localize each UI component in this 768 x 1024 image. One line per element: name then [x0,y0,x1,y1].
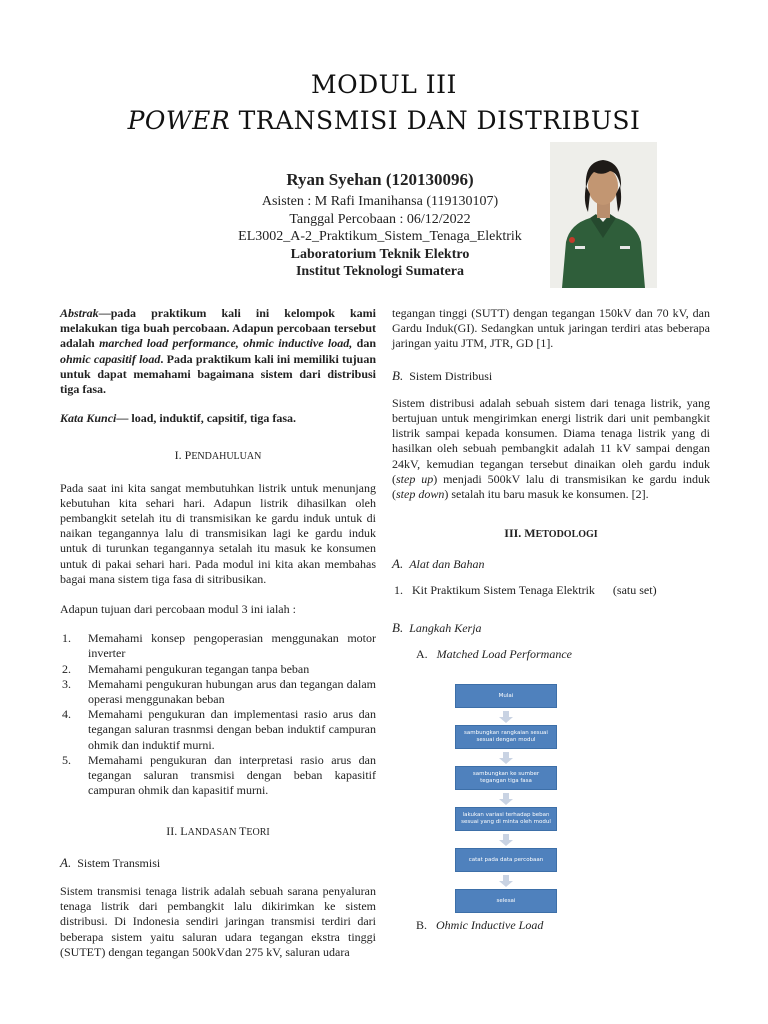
subsection-letter: B. [392,367,404,383]
list-item [60,707,376,753]
subsection-langkah-kerja [392,620,710,636]
subsection-letter: A. [392,556,404,572]
step-a-title [392,647,710,662]
list-text: Memahami pengukuran dan implementasi rasio arus dan tegangan saluran trasnmsi dengan beban induktif campuran ohmik dan induktif murni. [88,707,376,752]
step-letter: B. [416,918,428,932]
list-number: 1. [394,582,403,597]
abstract-emphasis: ohmic capasitif load [60,351,161,366]
person-photo-icon [550,142,657,288]
list-text: Memahami pengukuran dan interpretasi rasio arus dan tegangan saluran transmisi dengan beban kapasitif campuran ohmik dan kapasitif murni. [88,752,376,798]
list-text: Memahami pengukuran hubungan arus dan tegangan dalam operasi menggunakan beban [88,676,376,707]
paragraph-text: ) setalah itu baru masuk ke konsumen. [2]. [444,487,649,502]
step-letter: A. [416,647,428,662]
subsection-sistem-transmisi [60,855,376,871]
course-line: EL3002_A-2_Praktikum_Sistem_Tenaga_Elektrik [238,229,522,244]
paper-title-line2 [0,106,768,135]
subsection-alat-bahan [392,556,710,572]
list-text: Memahami pengukuran tegangan tanpa beban [88,661,310,676]
flow-step-vary: lakukan variasi terhadap beban sesuai yang di minta oleh modul [455,807,557,831]
section-title-landasan-teori: II. LANDASAN TEORI [166,824,270,839]
section-title-pendahuluan: I. PENDAHULUAN [174,448,262,463]
equipment-item [392,583,710,598]
flow-step-source: sambungkan ke sumber tegangan tiga fasa [455,766,557,790]
author-name: Ryan Syehan (120130096) [286,170,474,189]
equipment-name: Kit Praktikum Sistem Tenaga Elektrik [412,582,595,597]
list-text: Memahami konsep pengoperasian menggunakan motor inverter [88,631,376,661]
author-block [200,170,560,281]
list-item [60,631,376,661]
institute-line: Institut Teknologi Sumatera [295,264,465,279]
assistant-line: Asisten : M Rafi Imanihansa (119130107) [261,194,499,209]
abstract-emphasis: marched load performance, ohmic inductive load, [99,336,353,351]
subsection-title: Sistem Distribusi [409,368,493,383]
section-title-metodologi: III. METODOLOGI [504,526,598,541]
intro-paragraph: Pada saat ini kita sangat membutuhkan listrik untuk menunjang kebutuhan kita sehari hari. Adapun listrik dihasilkan oleh pembangkit setelah itu di transmisikan ke gardu induk untuk di naikan tegangannya lalu di transmisikan lagi ke gardu induk untuk di turunkan tegangannya setalah itu masuk ke konsumen untuk di pakai sehari hari. Pada modul ini kita akan membahas bagai mana sistem tiga fasa di sitribusikan. [60,480,376,586]
paragraph-text: ) menjadi 500kV lalu di transmisikan ke gardu induk ( [392,471,710,502]
list-item [60,753,376,799]
abstract [60,306,376,397]
goals-intro: Adapun tujuan dari percobaan modul 3 ini ialah : [60,602,296,617]
step-b-title [416,918,543,933]
subsection-letter: A. [60,854,72,870]
paragraph-text: Sistem distribusi adalah sebuah sistem dari tenaga listrik, yang bertujuan untuk mengirimkan energi listrik dari unit pembangkit listrik sampai kepada konsumen. Diama tenaga listrik yang di hasilkan oleh sebuah pembangkit adalah 11 kV sampai dengan 24kV, kemudian tegangan tersebut dinaikan oleh gardu induk ( [392,395,710,486]
down-arrow-icon [499,834,513,846]
left-column [60,306,376,960]
goals-list [60,631,376,798]
title-rest: TRANSMISI DAN DISTRIBUSI [230,106,641,135]
list-number: 3. [62,676,71,691]
right-column [392,306,710,662]
flow-step-connect: sambungkan rangkaian sesuai sesuai dengan modul [455,725,557,749]
distribution-paragraph [392,396,710,502]
paragraph-emphasis: step down [396,487,445,502]
subsection-title: Sistem Transmisi [77,855,161,870]
down-arrow-icon [499,752,513,764]
flow-step-start: Mulai [455,684,557,708]
list-number: 1. [62,631,71,646]
down-arrow-icon [499,875,513,887]
date-line: Tanggal Percobaan : 06/12/2022 [289,211,471,227]
subsection-title: Langkah Kerja [409,620,482,635]
equipment-qty: (satu set) [612,582,657,597]
paper-title-line1: MODUL III [311,70,457,99]
transmission-paragraph-cont: tegangan tinggi (SUTT) dengan tegangan 150kV dan 70 kV, dan Gardu Induk(GI). Sedangkan untuk jaringan terdiri atas beberapa jaringan yaitu JTM, JTR, GD [1]. [392,306,710,351]
lab-line: Laboratorium Teknik Elektro [290,246,470,262]
title-italic-word: POWER [127,106,231,135]
transmission-paragraph: Sistem transmisi tenaga listrik adalah sebuah sarana penyaluran tenaga listrik dari pembangkit lalu dikirimkan ke sistem distribusi. Di Indonesia sendiri jaringan transmisi terdiri dari beberapa sistem yaitu saluran udara tegangan ekstra tinggi (SUTET) dengan tegangan 500kVdan 275 kV, saluran udara [60,883,376,959]
author-photo [550,142,657,288]
step-title: Ohmic Inductive Load [436,918,544,932]
list-number: 2. [62,661,71,676]
abstract-label: Abstrak [60,306,99,320]
list-number: 5. [62,752,71,767]
down-arrow-icon [499,711,513,723]
abstract-text: . Pada praktikum kali ini memiliki tujuan untuk dapat memahami bagaimana sistem dari distribusi tiga fasa. [60,351,376,397]
keywords-label: Kata Kunci [60,411,117,426]
abstract-text: dan [352,336,376,351]
flow-step-end: selesai [455,889,557,913]
subsection-letter: B. [392,619,404,635]
abstract-text: —pada praktikum kali ini kelompok kami melakukan tiga buah percobaan. Adapun percobaan tersebut adalah [60,306,376,351]
paragraph-emphasis: step up [396,471,434,486]
list-number: 4. [62,707,71,722]
list-item [60,677,376,707]
step-title: Matched Load Performance [436,647,572,662]
keywords [60,411,376,426]
list-item [60,662,376,677]
subsection-title: Alat dan Bahan [409,557,485,572]
keywords-text: — load, induktif, capsitif, tiga fasa. [116,411,297,426]
subsection-sistem-distribusi [392,368,710,384]
flow-step-record: catat pada data percobaan [455,848,557,872]
down-arrow-icon [499,793,513,805]
